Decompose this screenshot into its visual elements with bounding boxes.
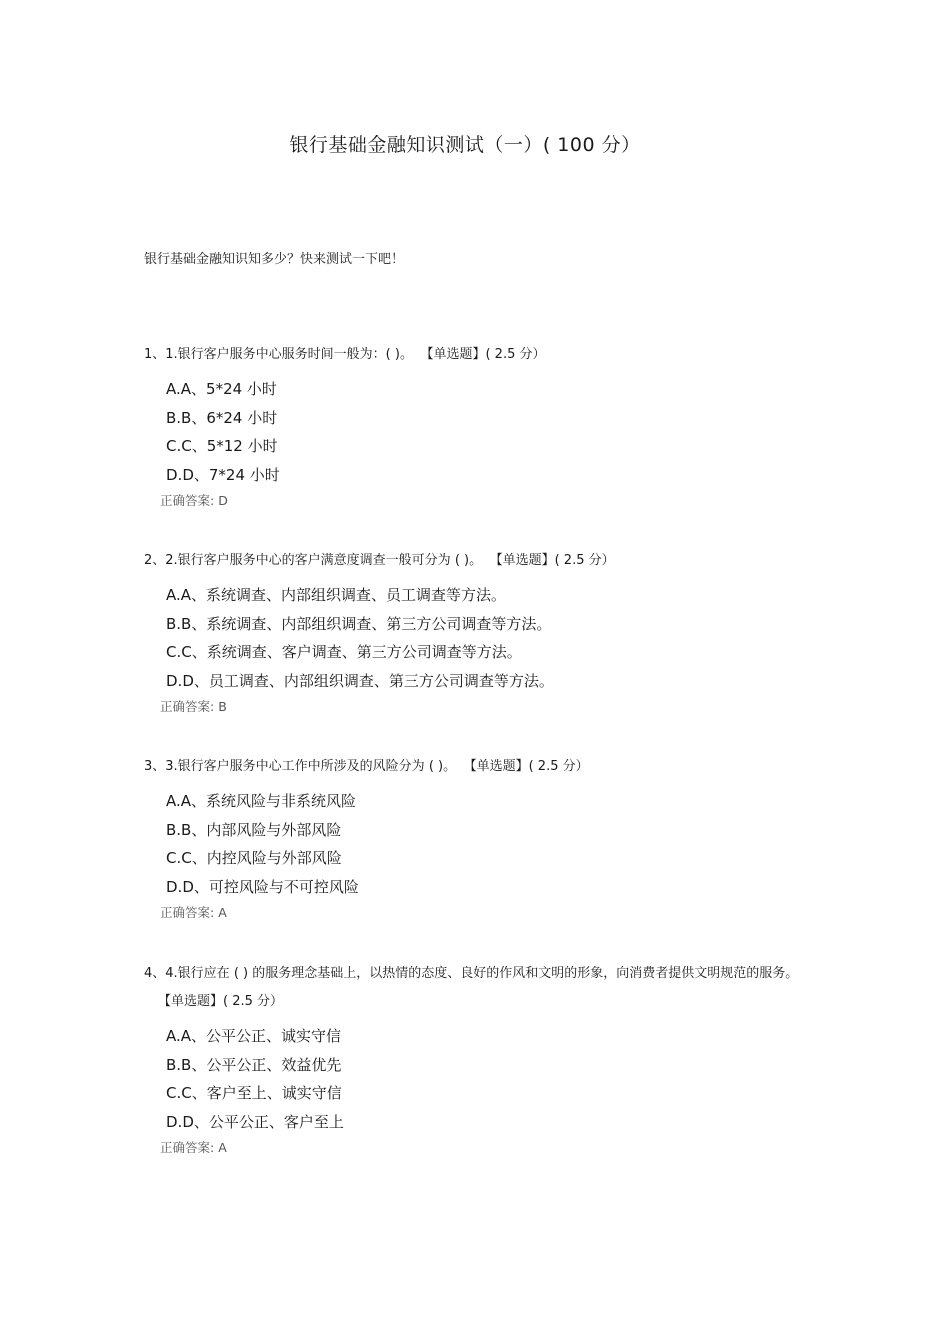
option-c: C.C、客户至上、诚实守信 bbox=[166, 1084, 342, 1102]
question-text bbox=[144, 753, 804, 781]
question-4 bbox=[144, 960, 804, 1158]
option-d: D.D、员工调查、内部组织调查、第三方公司调查等方法。 bbox=[166, 671, 554, 690]
option-b: B.B、系统调查、内部组织调查、第三方公司调查等方法。 bbox=[166, 614, 552, 633]
answer-value: A bbox=[218, 1140, 227, 1155]
answer-label: 正确答案: bbox=[160, 1140, 215, 1155]
question-stem: 3.银行客户服务中心工作中所涉及的风险分为 ( )。 bbox=[165, 759, 457, 774]
question-2 bbox=[144, 547, 804, 717]
correct-answer bbox=[144, 491, 804, 511]
option-a: A.A、5*24 小时 bbox=[166, 380, 277, 398]
question-type-tag: 【单选题】( 2.5 分） bbox=[426, 347, 546, 362]
question-number: 2、 bbox=[144, 553, 166, 568]
intro-text: 银行基础金融知识知多少？快来测试一下吧！ bbox=[144, 252, 405, 267]
correct-answer bbox=[144, 697, 804, 717]
option-list bbox=[144, 1022, 804, 1136]
answer-value: B bbox=[218, 699, 227, 714]
option-b: B.B、公平公正、效益优先 bbox=[166, 1055, 342, 1074]
option-list bbox=[144, 581, 804, 695]
option-c: C.C、内控风险与外部风险 bbox=[166, 849, 342, 867]
question-text bbox=[144, 960, 804, 1016]
correct-answer bbox=[144, 1138, 804, 1158]
option-a: A.A、系统风险与非系统风险 bbox=[166, 792, 357, 810]
answer-value: A bbox=[218, 905, 227, 920]
question-type-tag: 【单选题】( 2.5 分） bbox=[496, 553, 615, 568]
option-a: A.A、系统调查、内部组织调查、员工调查等方法。 bbox=[166, 586, 507, 604]
option-d: D.D、可控风险与不可控风险 bbox=[166, 877, 359, 896]
option-b: B.B、6*24 小时 bbox=[166, 408, 278, 427]
option-a: A.A、公平公正、诚实守信 bbox=[166, 1027, 342, 1045]
question-stem: 4.银行应在 ( ) 的服务理念基础上，以热情的态度、良好的作风和文明的形象，向消费者提供文明规范的服务。 bbox=[165, 966, 799, 981]
answer-label: 正确答案: bbox=[160, 905, 215, 920]
option-c: C.C、系统调查、客户调查、第三方公司调查等方法。 bbox=[166, 643, 522, 661]
question-stem: 1.银行客户服务中心服务时间一般为：( )。 bbox=[165, 347, 413, 362]
question-type-tag: 【单选题】( 2.5 分） bbox=[470, 759, 589, 774]
correct-answer bbox=[144, 903, 804, 923]
option-b: B.B、内部风险与外部风险 bbox=[166, 820, 342, 839]
question-number: 3、 bbox=[144, 759, 166, 774]
answer-value: D bbox=[218, 493, 228, 508]
option-d: D.D、公平公正、客户至上 bbox=[166, 1112, 344, 1131]
question-type-tag: 【单选题】( 2.5 分） bbox=[158, 994, 284, 1009]
question-text bbox=[144, 547, 804, 575]
option-c: C.C、5*12 小时 bbox=[166, 437, 278, 455]
question-stem: 2.银行客户服务中心的客户满意度调查一般可分为 ( )。 bbox=[165, 553, 483, 568]
page-title: 银行基础金融知识测试（一）( 100 分） bbox=[289, 134, 641, 156]
question-1 bbox=[144, 341, 804, 511]
option-list bbox=[144, 375, 804, 489]
answer-label: 正确答案: bbox=[160, 493, 215, 508]
option-list bbox=[144, 787, 804, 901]
question-number: 1、 bbox=[144, 347, 166, 362]
question-number: 4、 bbox=[144, 966, 166, 981]
option-d: D.D、7*24 小时 bbox=[166, 465, 280, 484]
question-text bbox=[144, 341, 804, 369]
question-3 bbox=[144, 753, 804, 923]
answer-label: 正确答案: bbox=[160, 699, 215, 714]
